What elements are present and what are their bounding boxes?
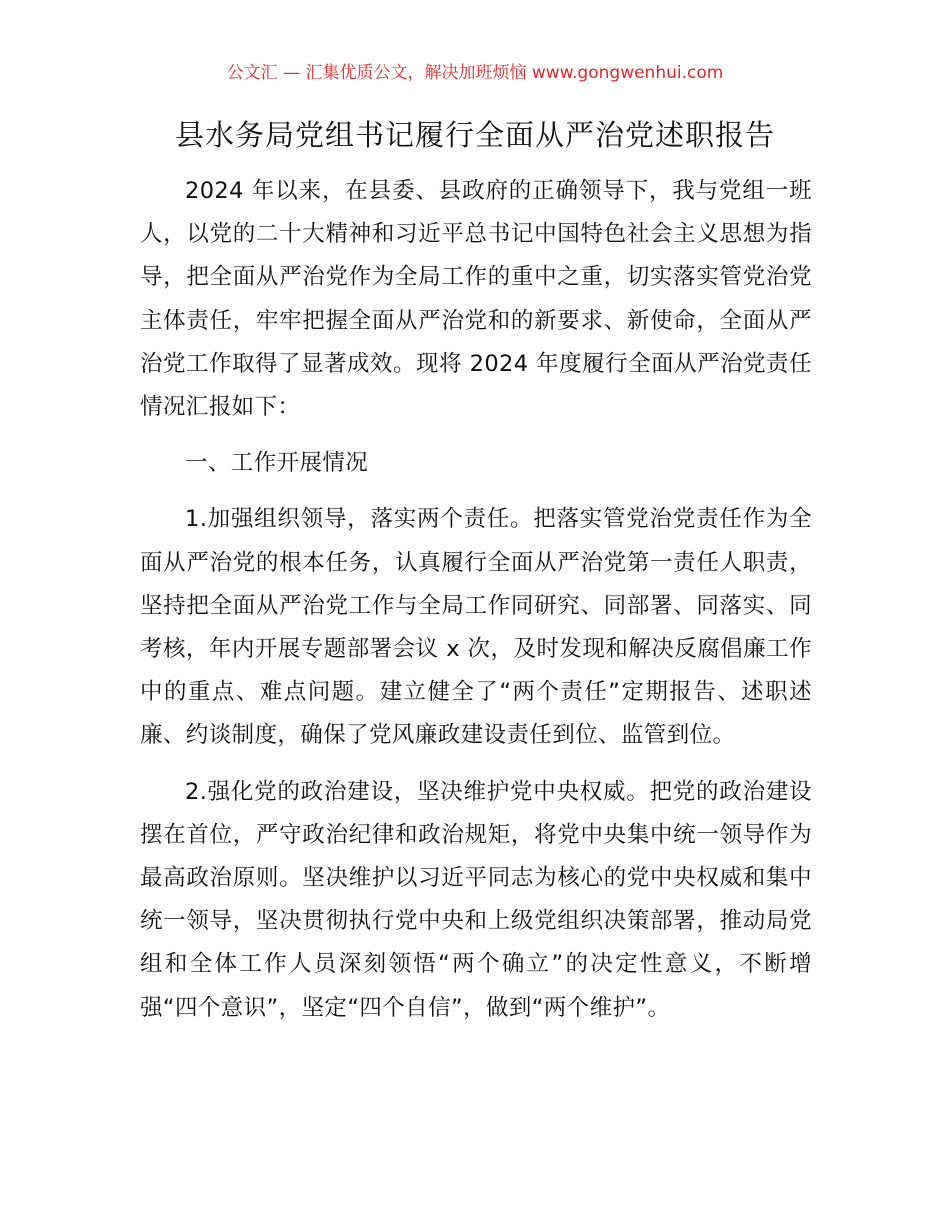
document-body bbox=[140, 170, 812, 1030]
paragraph-item-2: 2.强化党的政治建设，坚决维护党中央权威。把党的政治建设摆在首位，严守政治纪律和政治规矩，将党中央集中统一领导作为最高政治原则。坚决维护以习近平同志为核心的党中央权威和集中统一领导，坚决贯彻执行党中央和上级党组织决策部署，推动局党组和全体工作人员深刻领悟“两个确立”的决定性意义，不断增强“四个意识”，坚定“四个自信”，做到“两个维护”。 bbox=[140, 778, 812, 1021]
document-title: 县水务局党组书记履行全面从严治党述职报告 bbox=[174, 118, 775, 152]
intro-paragraph: 2024 年以来，在县委、县政府的正确领导下，我与党组一班人，以党的二十大精神和习近平总书记中国特色社会主义思想为指导，把全面从严治党作为全局工作的重中之重，切实落实管党治党主体责任，牢牢把握全面从严治党和的新要求、新使命，全面从严治党工作取得了显著成效。现将 2024 年度履行全面从严治党责任情况汇报如下： bbox=[140, 178, 812, 421]
paragraph-item-1: 1.加强组织领导，落实两个责任。把落实管党治党责任作为全面从严治党的根本任务，认真履行全面从严治党第一责任人职责，坚持把全面从严治党工作与全局工作同研究、同部署、同落实、同考核，年内开展专题部署会议 x 次，及时发现和解决反腐倡廉工作中的重点、难点问题。建立健全了“两个责任”定期报告、述职述廉、约谈制度，确保了党风廉政建设责任到位、监管到位。 bbox=[140, 506, 812, 749]
section-heading-work-progress: 一、工作开展情况 bbox=[185, 450, 369, 477]
watermark-header: 公文汇 — 汇集优质公文，解决加班烦恼 www.gongwenhui.com bbox=[226, 63, 724, 83]
